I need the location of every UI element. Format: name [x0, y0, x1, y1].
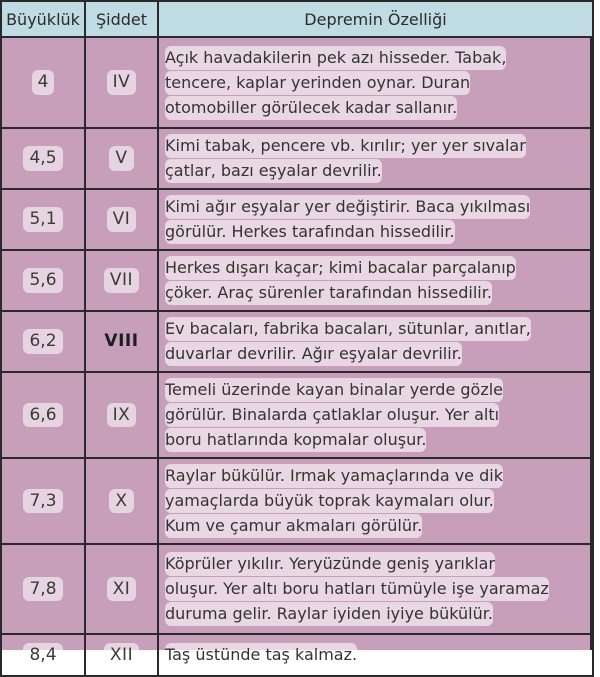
- description-line: görülür. Herkes tarafından hissedilir.: [165, 220, 455, 244]
- description-line: tencere, kaplar yerinden oynar. Duran: [165, 71, 470, 95]
- header-intensity: Şiddet: [85, 1, 158, 37]
- magnitude-value: 4,5: [23, 146, 62, 170]
- table-row: [1, 37, 593, 128]
- table-row: [1, 250, 593, 311]
- description-line: yamaçlarda büyük toprak kaymaları olur.: [165, 489, 494, 513]
- magnitude-value: 8,4: [23, 643, 62, 667]
- intensity-value: VII: [104, 268, 139, 292]
- intensity-cell: [85, 372, 158, 458]
- intensity-value: V: [109, 146, 133, 170]
- description-cell: [158, 250, 593, 311]
- intensity-value: IV: [107, 70, 137, 94]
- table-row: [1, 311, 593, 372]
- table-row: [1, 458, 593, 544]
- magnitude-cell: [1, 634, 85, 676]
- description-line: Temeli üzerinde kayan binalar yerde gözle: [165, 378, 503, 402]
- magnitude-cell: [1, 37, 85, 128]
- table-row: [1, 634, 593, 676]
- description-line: oluşur. Yer altı boru hatları tümüyle işe yaramaz: [165, 577, 549, 601]
- table-row: [1, 544, 593, 634]
- description-cell: [158, 544, 593, 634]
- description-line: çöker. Araç sürenler tarafından hissedilir.: [165, 281, 492, 305]
- intensity-cell: [85, 37, 158, 128]
- intensity-cell: [85, 250, 158, 311]
- intensity-value: XII: [104, 643, 139, 667]
- description-cell: [158, 372, 593, 458]
- intensity-value: X: [109, 489, 133, 513]
- magnitude-value: 7,3: [23, 489, 62, 513]
- description-line: çatlar, bazı eşyalar devrilir.: [165, 159, 382, 183]
- header-magnitude: Büyüklük: [1, 1, 85, 37]
- intensity-value: VI: [107, 207, 137, 231]
- magnitude-cell: [1, 250, 85, 311]
- intensity-cell: [85, 311, 158, 372]
- magnitude-value: 4: [32, 70, 55, 94]
- intensity-value: IX: [107, 403, 137, 427]
- intensity-value: XI: [107, 577, 137, 601]
- intensity-cell: [85, 128, 158, 189]
- magnitude-cell: [1, 458, 85, 544]
- description-line: Herkes dışarı kaçar; kimi bacalar parçalanıp: [165, 256, 516, 280]
- header-description: Depremin Özelliği: [158, 1, 593, 37]
- description-line: Kimi tabak, pencere vb. kırılır; yer yer sıvalar: [165, 134, 526, 158]
- intensity-cell: [85, 634, 158, 676]
- magnitude-cell: [1, 372, 85, 458]
- magnitude-value: 7,8: [23, 577, 62, 601]
- description-cell: [158, 189, 593, 250]
- description-cell: [158, 311, 593, 372]
- table-row: [1, 128, 593, 189]
- description-cell: [158, 128, 593, 189]
- description-line: Kimi ağır eşyalar yer değiştirir. Baca yıkılması: [165, 195, 530, 219]
- intensity-cell: [85, 458, 158, 544]
- intensity-cell: [85, 544, 158, 634]
- table-row: [1, 372, 593, 458]
- description-line: Ev bacaları, fabrika bacaları, sütunlar, anıtlar,: [165, 317, 531, 341]
- intensity-cell: [85, 189, 158, 250]
- description-line: Raylar bükülür. Irmak yamaçlarında ve dik: [165, 464, 503, 488]
- description-line: boru hatlarında kopmalar oluşur.: [165, 428, 426, 452]
- description-line: duruma gelir. Raylar iyiden iyiye bükülür.: [165, 602, 493, 626]
- description-cell: [158, 634, 593, 676]
- description-line: Köprüler yıkılır. Yeryüzünde geniş yarıklar: [165, 552, 495, 576]
- table-row: [1, 189, 593, 250]
- description-line: Kum ve çamur akmaları görülür.: [165, 514, 422, 538]
- description-line: Açık havadakilerin pek azı hisseder. Tabak,: [165, 46, 506, 70]
- magnitude-value: 6,6: [23, 403, 62, 427]
- magnitude-cell: [1, 189, 85, 250]
- description-line: Taş üstünde taş kalmaz.: [165, 643, 357, 667]
- header-row: [1, 1, 593, 37]
- description-cell: [158, 458, 593, 544]
- magnitude-value: 5,6: [23, 268, 62, 292]
- magnitude-value: 6,2: [23, 329, 62, 353]
- intensity-value: VIII: [104, 331, 139, 352]
- description-cell: [158, 37, 593, 128]
- description-line: görülür. Binalarda çatlaklar oluşur. Yer altı: [165, 403, 499, 427]
- description-line: duvarlar devrilir. Ağır eşyalar devrilir.: [165, 342, 462, 366]
- magnitude-cell: [1, 544, 85, 634]
- magnitude-cell: [1, 128, 85, 189]
- magnitude-cell: [1, 311, 85, 372]
- description-line: otomobiller görülecek kadar sallanır.: [165, 96, 457, 120]
- magnitude-value: 5,1: [23, 207, 62, 231]
